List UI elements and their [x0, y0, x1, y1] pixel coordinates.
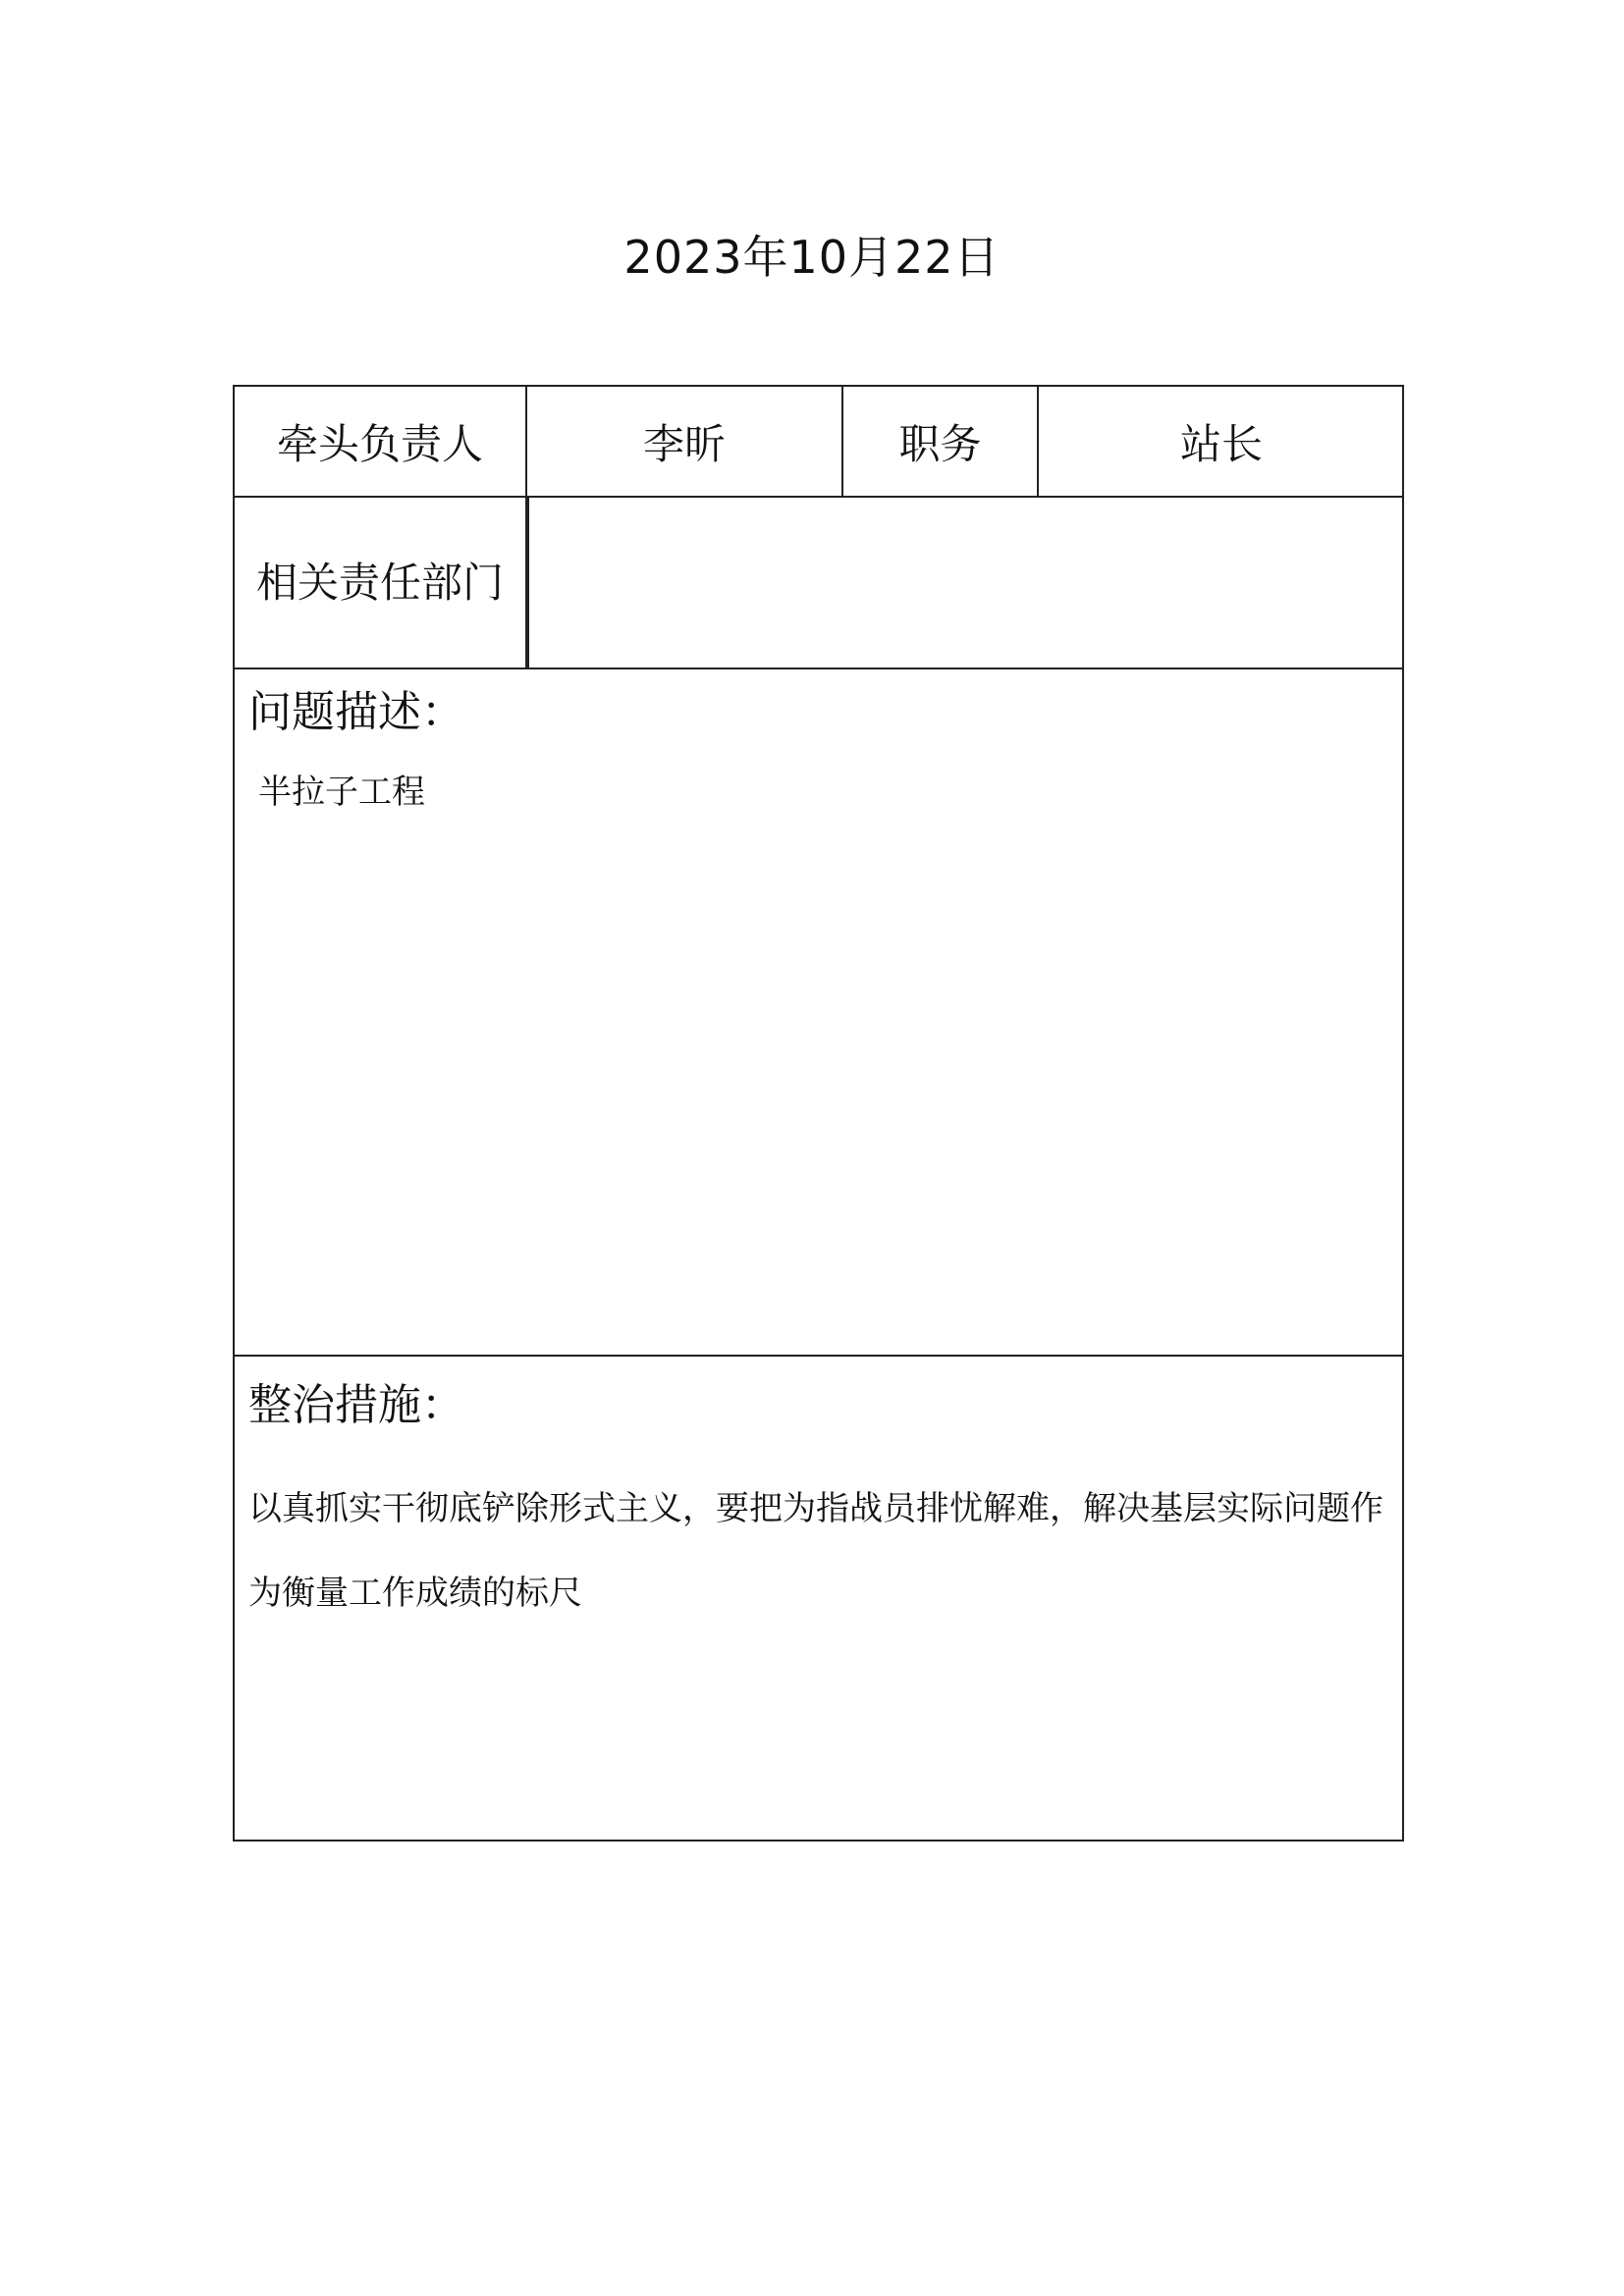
department-label: 相关责任部门 — [255, 558, 504, 607]
form-row-department — [235, 498, 1402, 669]
problem-section — [235, 669, 1402, 1357]
problem-description: 半拉子工程 — [258, 773, 425, 812]
rectification-form — [233, 385, 1404, 1842]
department-value-cell — [527, 498, 1404, 667]
document-date: 2023年10月22日 — [623, 231, 1001, 284]
measures-title: 整治措施： — [248, 1380, 464, 1430]
department-label-cell — [235, 498, 527, 667]
position-value-cell: 站长 — [1179, 419, 1263, 468]
position-label-cell: 职务 — [843, 387, 1039, 496]
problem-title: 问题描述： — [248, 687, 464, 737]
lead-label-cell: 牵头负责人 — [235, 387, 527, 496]
form-row-lead — [235, 387, 1402, 498]
measures-section — [235, 1357, 1402, 1840]
measures-description: 以真抓实干彻底铲除形式主义，要把为指战员排忧解难，解决基层实际问题作为衡量工作成绩的标尺 — [248, 1489, 1383, 1613]
lead-name-cell: 李昕 — [527, 387, 843, 496]
